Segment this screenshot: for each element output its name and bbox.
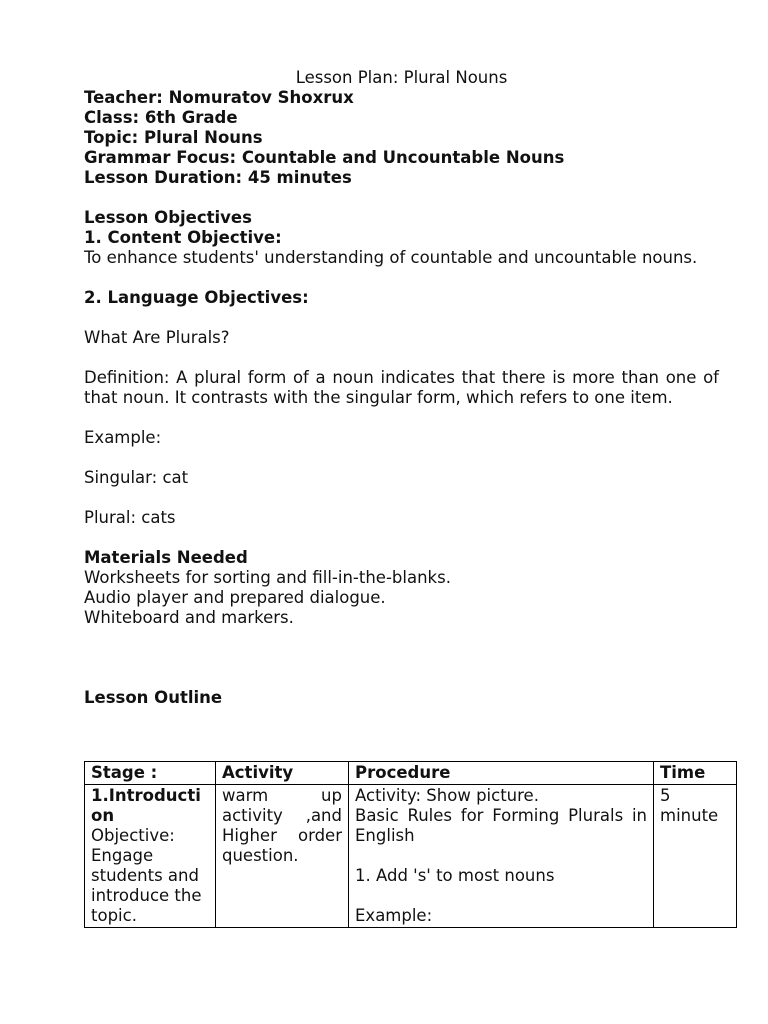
- column-header-stage: Stage :: [85, 762, 216, 785]
- procedure-line: 1. Add 's' to most nouns: [355, 866, 555, 885]
- topic-line: Topic: Plural Nouns: [84, 128, 263, 147]
- plurals-question: What Are Plurals?: [84, 328, 230, 347]
- procedure-line: Activity: Show picture.: [355, 786, 539, 805]
- time-cell: 5 minute: [654, 785, 737, 928]
- table-row: [85, 785, 737, 928]
- content-objective-heading: 1. Content Objective:: [84, 228, 282, 247]
- content-objective-text: To enhance students' understanding of countable and uncountable nouns.: [84, 248, 698, 267]
- column-header-activity: Activity: [216, 762, 349, 785]
- materials-heading: Materials Needed: [84, 548, 248, 567]
- stage-text: Objective: Engage students and introduce the topic.: [91, 826, 202, 925]
- materials-item: Whiteboard and markers.: [84, 608, 294, 627]
- activity-cell: [216, 785, 349, 928]
- language-objectives-heading: 2. Language Objectives:: [84, 288, 309, 307]
- procedure-line: Example:: [355, 906, 433, 925]
- activity-text: warm up activity ,and Higher order question.: [222, 786, 342, 865]
- table-header-row: [85, 762, 737, 785]
- document-title: Lesson Plan: Plural Nouns: [295, 68, 508, 87]
- plural-definition: Definition: A plural form of a noun indicates that there is more than one of that noun. It contrasts with the singular form, which refers to one item.: [84, 368, 719, 407]
- stage-cell: [85, 785, 216, 928]
- plural-example: Plural: cats: [84, 508, 176, 527]
- outline-heading: Lesson Outline: [84, 688, 223, 707]
- stage-title: 1.Introduction: [91, 786, 201, 825]
- column-header-time: Time: [654, 762, 737, 785]
- singular-example: Singular: cat: [84, 468, 189, 487]
- grammar-focus-line: Grammar Focus: Countable and Uncountable Nouns: [84, 148, 565, 167]
- duration-line: Lesson Duration: 45 minutes: [84, 168, 352, 187]
- objectives-heading: Lesson Objectives: [84, 208, 252, 227]
- lesson-outline-table: [84, 761, 737, 928]
- column-header-procedure: Procedure: [349, 762, 654, 785]
- materials-item: Worksheets for sorting and fill-in-the-blanks.: [84, 568, 451, 587]
- example-label: Example:: [84, 428, 162, 447]
- document-page: [84, 68, 719, 708]
- procedure-cell: [349, 785, 654, 928]
- materials-item: Audio player and prepared dialogue.: [84, 588, 386, 607]
- teacher-line: Teacher: Nomuratov Shoxrux: [84, 88, 354, 107]
- class-line: Class: 6th Grade: [84, 108, 238, 127]
- procedure-line: Basic Rules for Forming Plurals in English: [355, 806, 647, 845]
